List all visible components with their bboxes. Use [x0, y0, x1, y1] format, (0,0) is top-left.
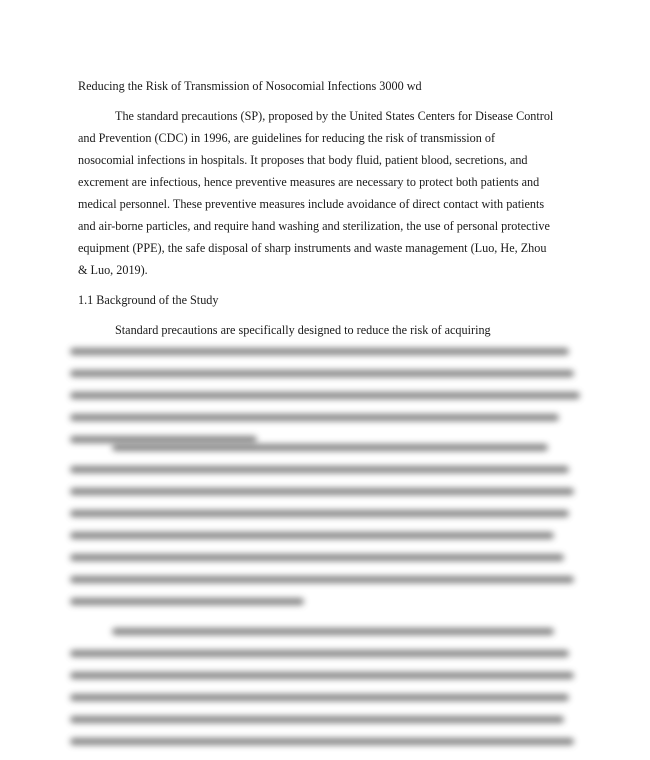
- blurred-paragraph: [70, 628, 590, 760]
- paragraph-1-line: & Luo, 2019).: [78, 263, 148, 277]
- paragraph-1-line: The standard precautions (SP), proposed by the United States Centers for Disease Control: [115, 109, 554, 123]
- section-heading: 1.1 Background of the Study: [78, 293, 219, 307]
- blurred-paragraph: [70, 444, 590, 620]
- document-title: Reducing the Risk of Transmission of Nosocomial Infections 3000 wd: [78, 79, 422, 93]
- paragraph-1-line: equipment (PPE), the safe disposal of sharp instruments and waste management (Luo, He, Zhou: [78, 241, 547, 255]
- paragraph-1-line: medical personnel. These preventive measures include avoidance of direct contact with patients: [78, 197, 545, 211]
- paragraph-1-line: and air-borne particles, and require hand washing and sterilization, the use of personal protective: [78, 219, 550, 233]
- blurred-paragraph: [70, 348, 590, 458]
- paragraph-2-line: Standard precautions are specifically designed to reduce the risk of acquiring: [115, 323, 491, 337]
- paragraph-1-line: nosocomial infections in hospitals. It proposes that body fluid, patient blood, secretions, and: [78, 153, 528, 167]
- paragraph-1-line: and Prevention (CDC) in 1996, are guidelines for reducing the risk of transmission of: [78, 131, 495, 145]
- paragraph-1-line: excrement are infectious, hence preventive measures are necessary to protect both patients and: [78, 175, 540, 189]
